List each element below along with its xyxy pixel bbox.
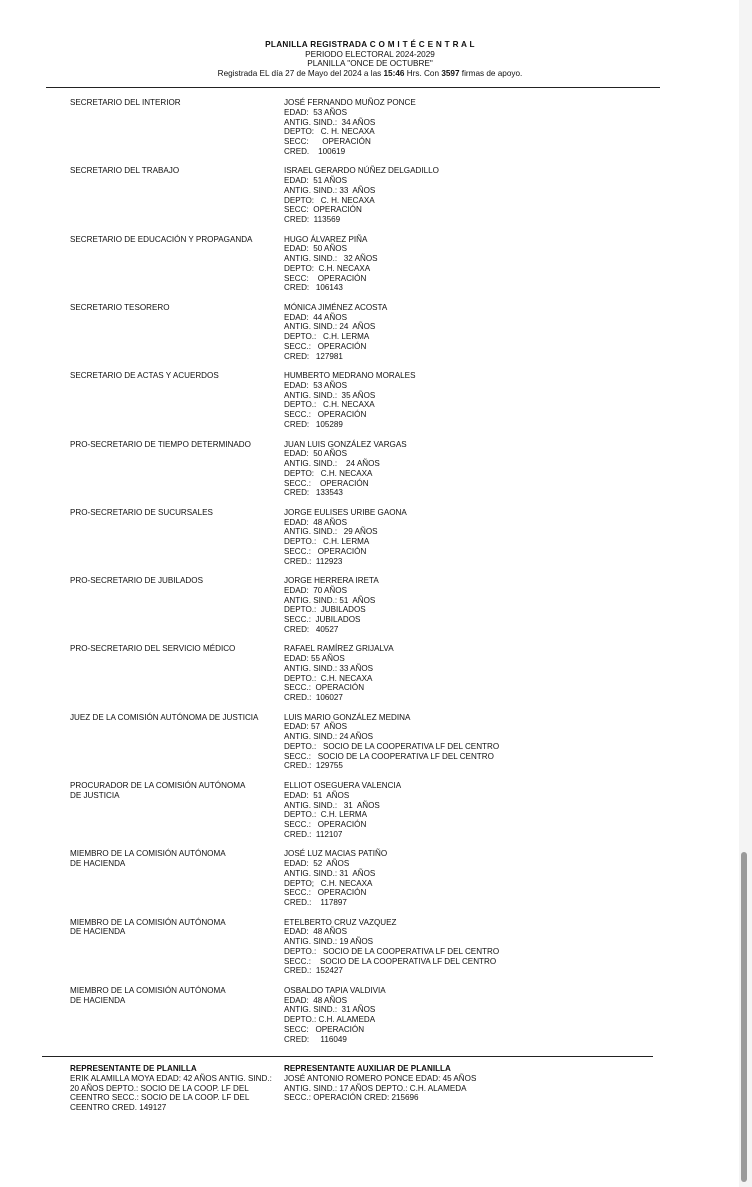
candidate-detail-line: DEPTO.: C.H. LERMA — [284, 810, 368, 820]
candidate-detail-line: DEPTO.: C.H. NECAXA — [284, 400, 375, 410]
position-title — [70, 440, 275, 450]
position-title — [70, 576, 275, 586]
position-title-line: MIEMBRO DE LA COMISIÓN AUTÓNOMA — [70, 985, 226, 995]
candidate-detail-line: SECC.: OPERACIÓN — [284, 546, 367, 556]
candidate-detail-line: EDAD: 48 AÑOS — [284, 995, 347, 1005]
candidate-detail-line: SECC.: OPERACIÓN — [284, 341, 367, 351]
candidate-name: JUAN LUIS GONZÁLEZ VARGAS — [284, 439, 407, 449]
position-title-line: DE HACIENDA — [70, 859, 126, 869]
representative-heading: REPRESENTANTE DE PLANILLA — [70, 1064, 197, 1073]
candidate-detail-line: ANTIG. SIND.: 24 AÑOS — [284, 732, 374, 742]
candidate-detail-line: CRED: 40527 — [284, 624, 339, 634]
candidate-detail-line: DEPTO.: JUBILADOS — [284, 605, 366, 615]
candidate-name: MÓNICA JIMÉNEZ ACOSTA — [284, 302, 388, 312]
candidate-details — [284, 508, 624, 567]
position-title — [70, 713, 275, 723]
auxiliary-representative-line: JOSÉ ANTONIO ROMERO PONCE — [284, 1073, 414, 1083]
candidate-detail-line: ANTIG. SIND.: 24 AÑOS — [284, 322, 376, 332]
position-title-line: DE HACIENDA — [70, 927, 126, 937]
candidate-details — [284, 713, 624, 772]
candidate-detail-line: EDAD: 48 AÑOS — [284, 927, 347, 937]
position-title-line: SECRETARIO DEL TRABAJO — [70, 166, 180, 176]
registration-suffix: firmas de apoyo. — [459, 68, 523, 78]
candidate-details — [284, 576, 624, 635]
candidate-detail-line: CRED: 127981 — [284, 351, 343, 361]
candidate-name: LUIS MARIO GONZÁLEZ MEDINA — [284, 712, 411, 722]
candidate-details — [284, 303, 624, 362]
position-title — [70, 235, 275, 245]
candidate-detail-line: EDAD: 44 AÑOS — [284, 312, 347, 322]
candidate-detail-line: DEPTO: C. H. NECAXA — [284, 127, 375, 137]
candidate-detail-line: ANTIG. SIND.: 33 AÑOS — [284, 663, 374, 673]
candidate-name: HUMBERTO MEDRANO MORALES — [284, 371, 416, 381]
representative-line: DEPTO.: SOCIO DE LA COOP. LF DEL CEENTRO — [70, 1083, 249, 1103]
position-title-line: SECRETARIO DEL INTERIOR — [70, 98, 181, 107]
candidate-detail-line: DEPTO.: C.H. NECAXA — [284, 673, 373, 683]
candidate-detail-line: EDAD: 70 AÑOS — [284, 585, 347, 595]
auxiliary-representative-line: EDAD: 45 AÑOS — [415, 1073, 477, 1083]
candidate-detail-line: SECC.: OPERACIÓN — [284, 478, 369, 488]
candidate-detail-line: EDAD: 51 AÑOS — [284, 790, 350, 800]
candidate-detail-line: EDAD: 55 AÑOS — [284, 654, 345, 664]
position-title — [70, 303, 275, 313]
candidate-detail-line: ANTIG. SIND.: 34 AÑOS — [284, 117, 376, 127]
candidate-detail-line: ANTIG. SIND.: 24 AÑOS — [284, 459, 380, 468]
candidate-detail-line: ANTIG. SIND.: 31 AÑOS — [284, 800, 380, 810]
candidate-detail-line: EDAD: 48 AÑOS — [284, 517, 347, 527]
candidate-detail-line: SECC.: SOCIO DE LA COOPERATIVA LF DEL CENTRO — [284, 956, 497, 966]
candidate-details — [284, 371, 624, 430]
candidate-detail-line: SECC: OPERACIÓN — [284, 205, 362, 215]
position-title — [70, 166, 275, 176]
position-title-line: MIEMBRO DE LA COMISIÓN AUTÓNOMA — [70, 849, 226, 859]
candidate-details — [284, 644, 624, 703]
candidate-name: ELLIOT OSEGUERA VALENCIA — [284, 781, 402, 790]
candidate-detail-line: EDAD: 50 AÑOS — [284, 244, 347, 254]
candidate-detail-line: ANTIG. SIND.: 31 AÑOS — [284, 868, 376, 878]
candidate-detail-line: EDAD: 50 AÑOS — [284, 449, 347, 459]
candidate-details — [284, 918, 624, 977]
auxiliary-representative-line: DEPTO.: C.H. ALAMEDA — [375, 1083, 467, 1093]
representative-line: ANTIG. SIND.: 20 AÑOS — [70, 1073, 272, 1093]
candidate-detail-line: SECC: OPERACIÓN — [284, 273, 367, 283]
candidate-detail-line: ANTIG. SIND.: 29 AÑOS — [284, 527, 378, 537]
document-title: PLANILLA REGISTRADA C O M I T É C E N T R A L — [265, 40, 475, 49]
registration-prefix: Registrada EL día 27 de Mayo del 2024 a las — [217, 68, 384, 78]
auxiliary-representative-line: CRED: 215696 — [364, 1093, 419, 1103]
candidate-detail-line: ANTIG. SIND.: 19 AÑOS — [284, 937, 374, 947]
candidate-detail-line: SECC.: OPERACIÓN — [284, 410, 367, 420]
position-title-line: SECRETARIO TESORERO — [70, 302, 170, 312]
registration-mid: Hrs. Con — [404, 68, 442, 78]
position-title — [70, 849, 275, 869]
candidate-detail-line: EDAD: 53 AÑOS — [284, 380, 347, 390]
candidate-name: JORGE HERRERA IRETA — [284, 576, 379, 586]
auxiliary-representative-block — [284, 1064, 494, 1103]
candidate-detail-line: CRED: 116049 — [284, 1034, 347, 1044]
candidate-detail-line: SECC.: OPERACIÓN — [284, 683, 365, 693]
position-title-line: PRO-SECRETARIO DE TIEMPO DETERMINADO — [70, 439, 251, 449]
position-title-line: MIEMBRO DE LA COMISIÓN AUTÓNOMA — [70, 917, 226, 927]
candidate-details — [284, 235, 624, 294]
candidate-detail-line: SECC.: SOCIO DE LA COOPERATIVA LF DEL CENTRO — [284, 751, 494, 761]
position-title — [70, 644, 275, 654]
auxiliary-representative-line: SECC.: OPERACIÓN — [284, 1093, 362, 1103]
candidate-details — [284, 781, 624, 840]
candidate-detail-line: DEPTO.: SOCIO DE LA COOPERATIVA LF DEL CENTRO — [284, 946, 500, 956]
registration-line — [0, 69, 740, 79]
candidate-detail-line: EDAD: 51 AÑOS — [284, 176, 347, 186]
candidate-detail-line: CRED. 100619 — [284, 146, 346, 156]
candidate-details — [284, 98, 624, 157]
candidate-detail-line: SECC.: OPERACIÓN — [284, 888, 367, 898]
candidate-detail-line: EDAD: 57 AÑOS — [284, 722, 347, 732]
candidate-name: JORGE EULISES URIBE GAONA — [284, 507, 407, 517]
candidate-detail-line: SECC: OPERACIÓN — [284, 137, 371, 146]
candidate-name: OSBALDO TAPIA VALDIVIA — [284, 985, 386, 995]
position-title — [70, 781, 275, 801]
representative-block — [70, 1064, 280, 1113]
position-title — [70, 508, 275, 518]
candidate-detail-line: SECC: OPERACIÓN — [284, 1024, 365, 1034]
candidate-name: JOSÉ FERNANDO MUÑOZ PONCE — [284, 98, 416, 107]
candidate-detail-line: DEPTO: C.H. NECAXA — [284, 263, 371, 273]
document-header — [0, 40, 740, 78]
vertical-scrollbar[interactable] — [739, 0, 752, 1187]
position-title — [70, 371, 275, 381]
candidate-detail-line: DEPTO.: C.H. LERMA — [284, 332, 370, 342]
footer-divider — [42, 1056, 653, 1057]
candidate-detail-line: CRED.: 106027 — [284, 693, 343, 703]
position-title — [70, 98, 275, 108]
candidate-detail-line: SECC.: JUBILADOS — [284, 615, 361, 625]
representative-line: SECC.: SOCIO DE LA COOP. LF DEL CEENTRO — [70, 1093, 250, 1112]
registration-count: 3597 — [441, 68, 460, 78]
candidate-detail-line: DEPTO.: C.H. ALAMEDA — [284, 1015, 376, 1025]
candidate-detail-line: ANTIG. SIND.: 51 AÑOS — [284, 595, 376, 605]
position-title-line: DE JUSTICIA — [70, 790, 120, 800]
position-title-line: SECRETARIO DE ACTAS Y ACUERDOS — [70, 371, 219, 381]
position-title-line: PRO-SECRETARIO DE SUCURSALES — [70, 507, 213, 517]
candidate-name: ETELBERTO CRUZ VAZQUEZ — [284, 917, 397, 927]
header-divider — [46, 87, 660, 88]
position-title — [70, 986, 275, 1006]
representative-line: CRED. 149127 — [111, 1103, 167, 1112]
position-title-line: PRO-SECRETARIO DE JUBILADOS — [70, 576, 203, 586]
candidate-name: HUGO ÁLVAREZ PIÑA — [284, 234, 368, 244]
candidate-detail-line: EDAD: 52 AÑOS — [284, 859, 350, 869]
scrollbar-thumb[interactable] — [741, 852, 747, 1182]
candidate-detail-line: SECC.: OPERACIÓN — [284, 820, 367, 829]
candidate-detail-line: CRED: 106143 — [284, 283, 343, 293]
candidate-name: JOSÉ LUZ MACIAS PATIÑO — [284, 849, 388, 859]
candidate-detail-line: ANTIG. SIND.: 33 AÑOS — [284, 185, 376, 195]
candidate-details — [284, 440, 624, 499]
candidate-detail-line: ANTIG. SIND.: 32 AÑOS — [284, 254, 378, 264]
candidate-name: ISRAEL GERARDO NÚÑEZ DELGADILLO — [284, 166, 439, 176]
candidate-detail-line: CRED.: 112923 — [284, 556, 343, 566]
candidate-details — [284, 849, 624, 908]
candidate-detail-line: CRED.: 112107 — [284, 829, 343, 839]
position-title-line: PRO-SECRETARIO DEL SERVICIO MÉDICO — [70, 644, 236, 654]
candidate-detail-line: DEPTO.: SOCIO DE LA COOPERATIVA LF DEL CENTRO — [284, 741, 500, 751]
position-title-line: SECRETARIO DE EDUCACIÓN Y PROPAGANDA — [70, 234, 253, 244]
candidate-detail-line: ANTIG. SIND.: 35 AÑOS — [284, 390, 376, 400]
auxiliary-representative-line: ANTIG. SIND.: 17 AÑOS — [284, 1083, 374, 1093]
candidate-detail-line: EDAD: 53 AÑOS — [284, 107, 347, 117]
position-title-line: PROCURADOR DE LA COMISIÓN AUTÓNOMA — [70, 781, 246, 790]
candidate-detail-line: CRED.: 152427 — [284, 966, 343, 976]
candidate-details — [284, 166, 624, 225]
electoral-period: PERIODO ELECTORAL 2024-2029 — [305, 49, 435, 59]
candidate-detail-line: DEPTO: C. H. NECAXA — [284, 195, 375, 205]
auxiliary-representative-heading: REPRESENTANTE AUXILIAR DE PLANILLA — [284, 1064, 451, 1073]
planilla-name: PLANILLA "ONCE DE OCTUBRE" — [307, 59, 433, 69]
candidate-detail-line: DEPTO; C.H. NECAXA — [284, 878, 373, 888]
candidate-details — [284, 986, 624, 1045]
candidate-name: RAFAEL RAMÍREZ GRIJALVA — [284, 644, 394, 654]
candidate-detail-line: CRED: 113569 — [284, 215, 341, 225]
candidate-detail-line: DEPTO.: C.H. LERMA — [284, 537, 370, 547]
candidate-detail-line: CRED.: 129755 — [284, 761, 343, 771]
candidate-detail-line: CRED: 105289 — [284, 419, 343, 429]
candidate-detail-line: CRED: 133543 — [284, 488, 343, 498]
position-title-line: DE HACIENDA — [70, 995, 126, 1005]
representative-line: ERIK ALAMILLA MOYA — [70, 1073, 154, 1083]
registration-time: 15:46 — [383, 68, 405, 78]
position-title — [70, 918, 275, 938]
position-title-line: JUEZ DE LA COMISIÓN AUTÓNOMA DE JUSTICIA — [70, 712, 259, 722]
candidate-detail-line: ANTIG. SIND.: 31 AÑOS — [284, 1005, 376, 1015]
candidate-detail-line: DEPTO: C.H. NECAXA — [284, 468, 373, 478]
representative-line: EDAD: 42 AÑOS — [156, 1073, 217, 1083]
candidate-detail-line: CRED.: 117897 — [284, 898, 347, 908]
